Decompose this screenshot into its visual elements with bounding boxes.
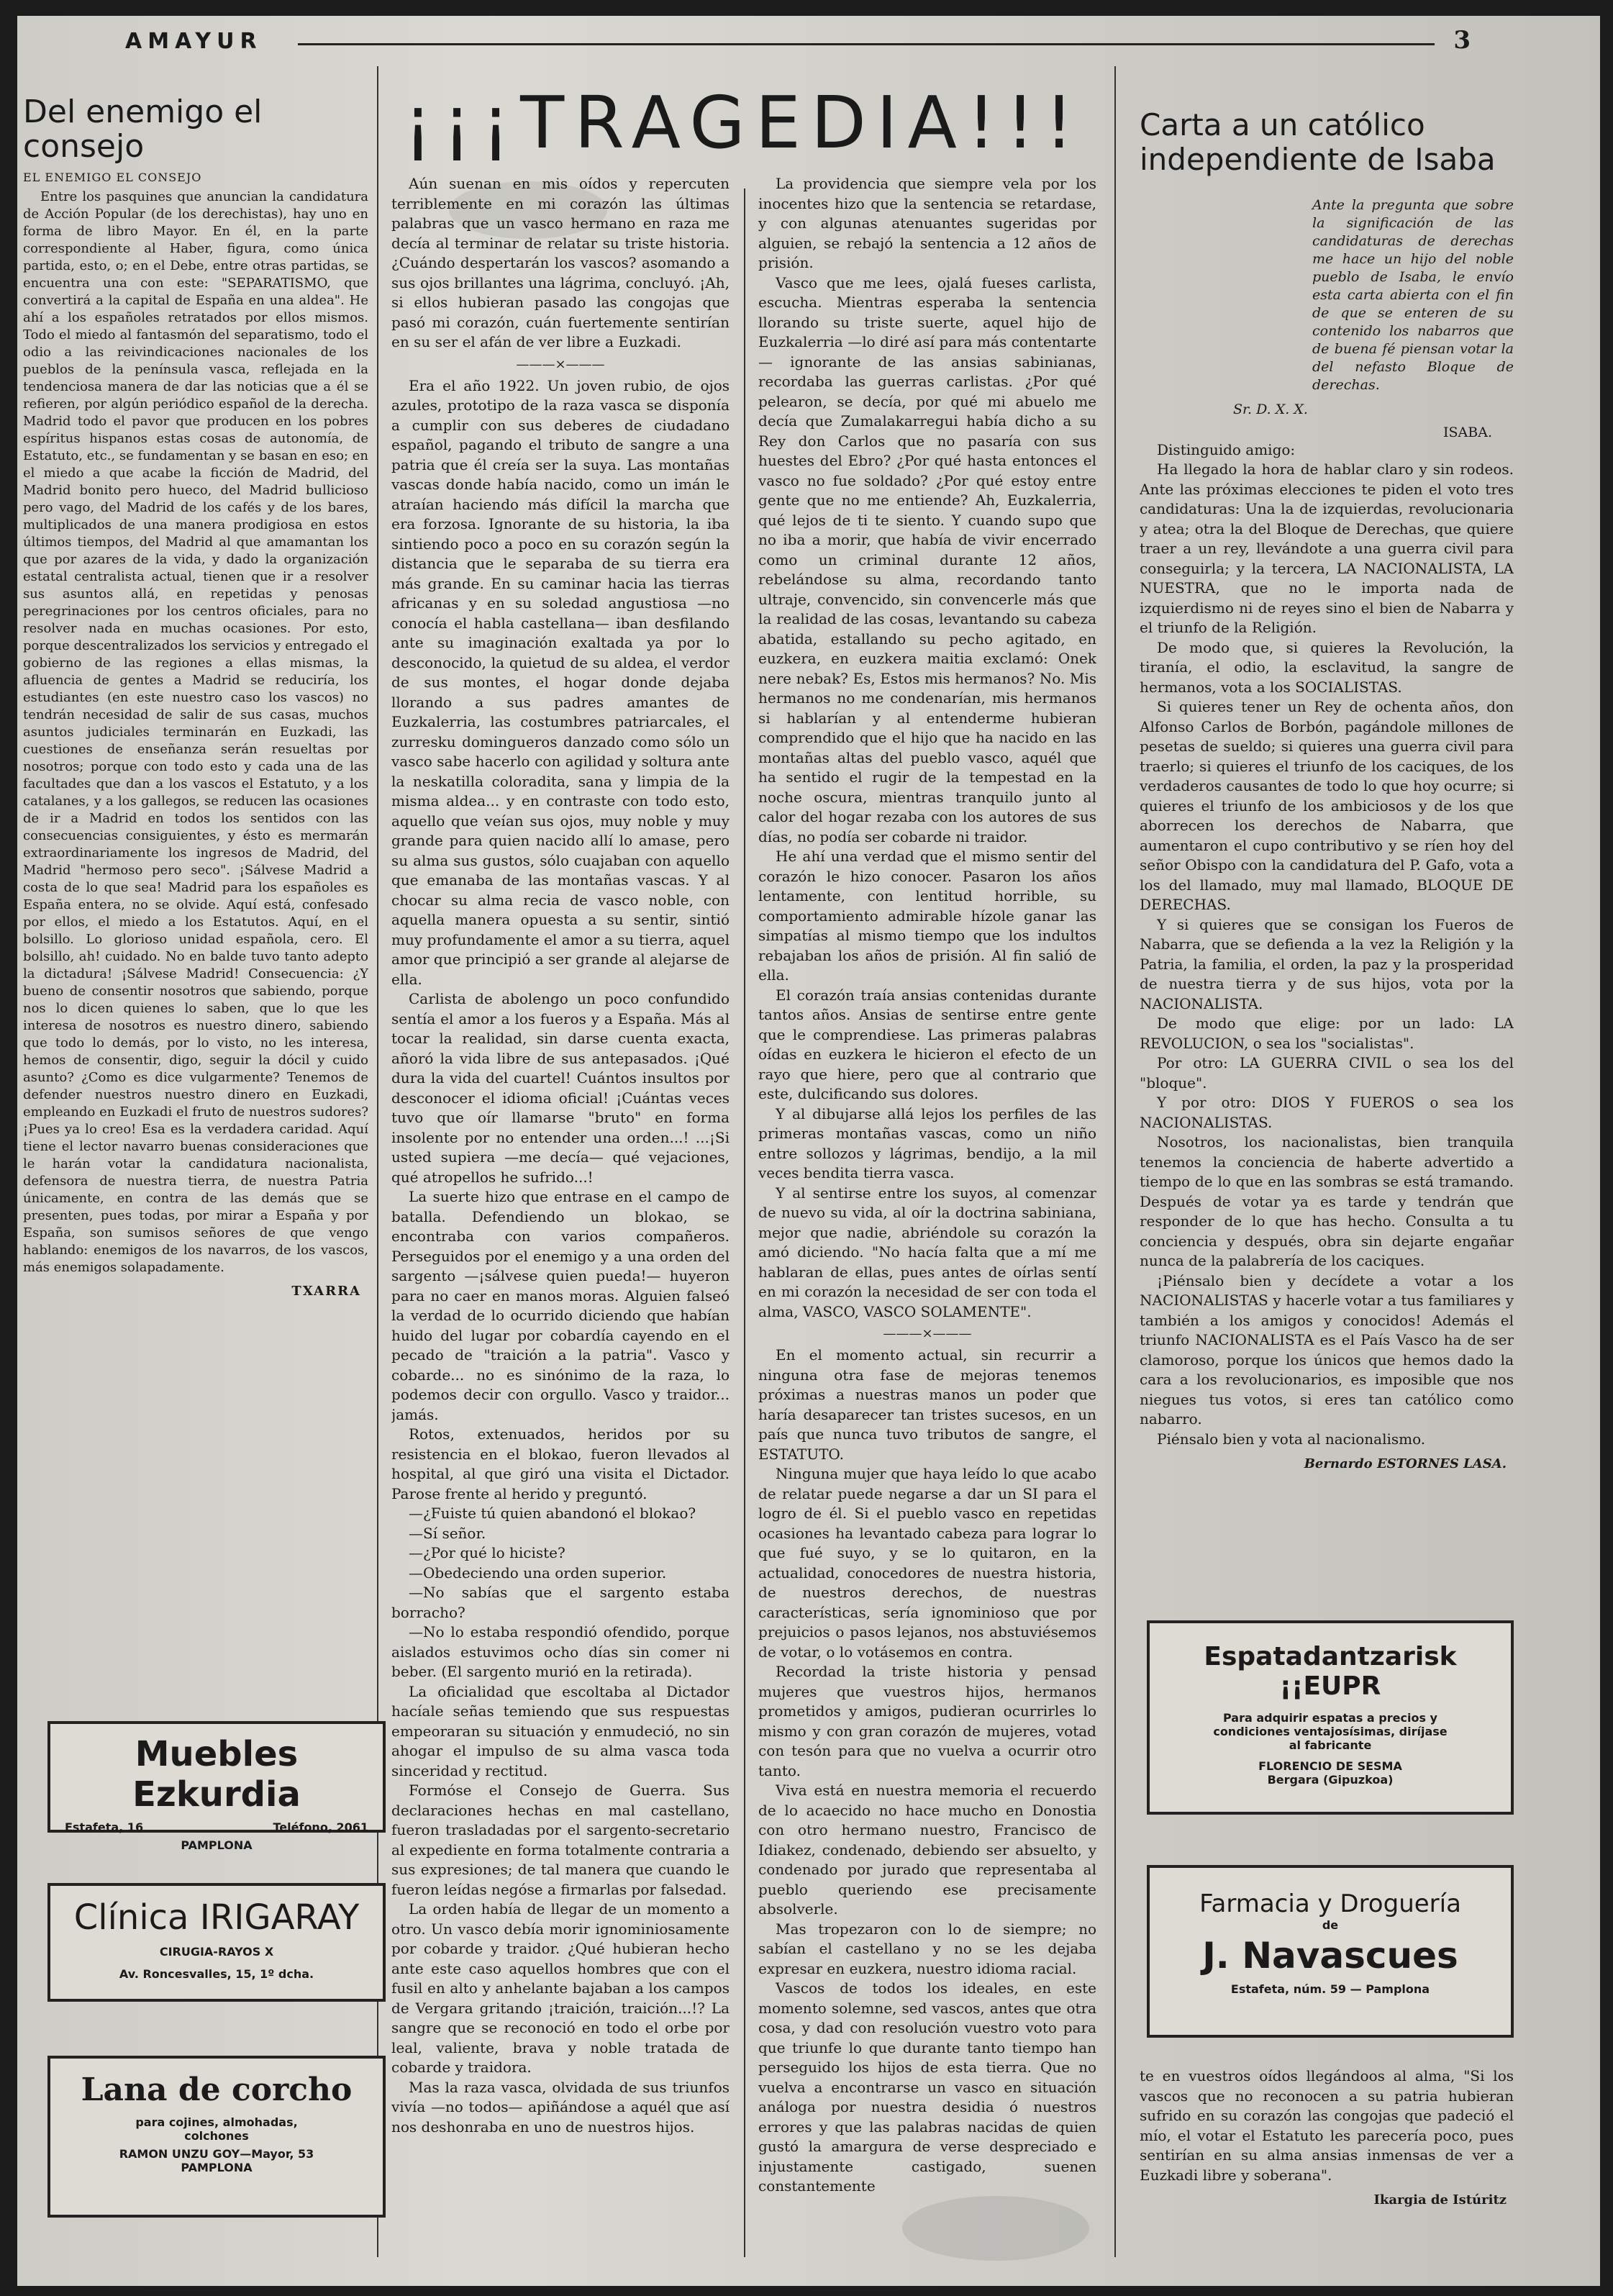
tragedia-column-b (758, 174, 1096, 2239)
paragraph: —Sí señor. (409, 1524, 486, 1542)
paragraph: Rotos, extenuados, heridos por su resistencia en el blokao, fueron llevados al hospital, al que giró una visita el Dictador. Parose frente al herido y preguntó. (391, 1425, 730, 1502)
paragraph: Si quieres tener un Rey de ochenta años, don Alfonso Carlos de Borbón, pagándole millones de pesetas de sueldo; si quieres una guerra civil para traerlo; si quieres el triunfo de los caciques, de los verdaderos causantes de todo lo que hoy ocurre; si quieres el triunfo de los ambiciosos y de los que aborrecen los derechos de Nabarra, que aumentaron el cupo contributivo y se ríen hoy del señor Obispo con la candidatura del P. Gafo, vota a los del llamado, muy mal llamado, BLOQUE DE DERECHAS. (1140, 698, 1514, 914)
article-enemigo (23, 66, 368, 1577)
paragraph: Nosotros, los nacionalistas, bien tranquila tenemos la conciencia de haberte advertido a tiempo de lo que en las sombras se está tramando. Después de votar ya es tarde y tendrán que responder de lo que has hecho. Consulta a tu conciencia y después, obra sin dejarte engañar nunca de la palabrería de los caciques. (1140, 1133, 1514, 1270)
tragedia-continuation (1140, 2066, 1514, 2275)
ad-city: PAMPLONA (181, 1838, 253, 1852)
ad-farmacia-navascues (1147, 1865, 1514, 2038)
ad-title: Muebles Ezkurdia (132, 1734, 301, 1815)
ad-city: PAMPLONA (181, 2161, 253, 2174)
separator: ———×——— (516, 356, 605, 372)
ad-line: al fabricante (1289, 1738, 1372, 1752)
paragraph: El corazón traía ansias contenidas durante tantos años. Ansias de sentirse entre gente que le comprendiese. Las primeras palabras oídas en euzkera le hicieron el efecto de un rayo que hiere, pero que al contrario que este, dulcificando sus dolores. (758, 986, 1096, 1102)
paragraph: En el momento actual, sin recurrir a ninguna otra fase de mejoras tenemos próximas a nuestras manos un poder que haría desaparecer tan tristes sucesos, en un país que nunca tuvo tributos de sangre, el ESTATUTO. (758, 1346, 1096, 1463)
paragraph: De modo que elige: por un lado: LA REVOLUCION, o sea los "socialistas". (1140, 1015, 1514, 1052)
paragraph: Y al sentirse entre los suyos, al comenzar de nuevo su vida, al oír la doctrina sabiniana, mejor que nadie, abriéndole su corazón la amó diciendo. "No hacía falta que a mí me hablaran de ellas, pues antes de oírlas sentí en mi corazón la necesidad de ser con toda el alma, VASCO, VASCO SOLAMENTE". (758, 1184, 1096, 1320)
paragraph: —No lo estaba respondió ofendido, porque aislados estuvimos ocho días sin comer ni beber. (El sargento murió en la retirada). (391, 1623, 730, 1680)
page-number: 3 (1453, 26, 1471, 55)
paragraph: —¿Fuiste tú quien abandonó el blokao? (409, 1505, 696, 1522)
paragraph: De modo que, si quieres la Revolución, la tiranía, el odio, la esclavitud, la sangre de hermanos, vota a los SOCIALISTAS. (1140, 638, 1514, 696)
ad-address: Av. Roncesvalles, 15, 1º dcha. (119, 1967, 314, 1981)
newspaper-title: AMAYUR (125, 29, 263, 54)
article-signature: Bernardo ESTORNES LASA. (1304, 1456, 1507, 1472)
paragraph: La providencia que siempre vela por los inocentes hizo que la sentencia se retardase, y con algunas atenuantes sugeridas por alguien, se rebajó la sentencia a 12 años de prisión. (758, 175, 1096, 271)
ad-owner: J. Navascues (1202, 1935, 1458, 1977)
paragraph: Formóse el Consejo de Guerra. Sus declaraciones hechas en mal castellano, fueron trasladadas por el sargento-secretario al expediente en forma totalmente contraria a sus expresiones; de tal manera que cuando le fueron leídas negóse a firmarlas por falsedad. (391, 1782, 730, 1898)
paragraph: Y por otro: DIOS Y FUEROS o sea los NACIONALISTAS. (1140, 1094, 1514, 1131)
paragraph: —¿Por qué lo hiciste? (409, 1544, 565, 1561)
paragraph: Y si quieres que se consigan los Fueros de Nabarra, que se defienda a la vez la Religión y la Patria, la familia, el orden, la paz y la prosperidad de nuestra tierra y de sus hijos, vota por la NACIONALISTA. (1140, 915, 1514, 1012)
paragraph: Viva está en nuestra memoria el recuerdo de lo acaecido no hace mucho en Donostia con otro hermano nuestro, Francisco de Idiakez, condenado, debiendo ser absuelto, y condenado por jurado que representaba al pueblo queriendo ese precisamente absolverle. (758, 1782, 1096, 1918)
ad-title: Clínica IRIGARAY (73, 1897, 360, 1938)
article-signature: TXARRA (291, 1283, 361, 1299)
ad-line: Para adquirir espatas a precios y (1223, 1711, 1437, 1725)
column-rule-3 (1114, 66, 1116, 2257)
paper-stain (449, 181, 607, 239)
paragraph: te en vuestros oídos llegándoos al alma, "Si los vascos que no reconocen a su patria hubieran sufrido en su corazón las congojas que padeció el mío, el votar el Estatuto les parecería poco, pues sentirían en su alma ansias inmensas de ver a Euzkadi libre y soberana". (1140, 2067, 1514, 2184)
ad-line: para cojines, almohadas, (135, 2115, 298, 2129)
paragraph: Mas la raza vasca, olvidada de sus triunfos vivía —no todos— apiñándose a aquél que así nos deshonraba en uno de nuestros hijos. (391, 2078, 730, 2136)
ad-line: Bergara (Gipuzkoa) (1267, 1773, 1394, 1787)
masthead (17, 26, 1586, 58)
paragraph: La oficialidad que escoltaba al Dictador hacíale señas temiendo que sus respuestas empeoraran su situación y enmudeció, no sin ahogar el impulso de su alma vasca toda sinceridad y rectitud. (391, 1682, 730, 1779)
ad-espatadantzari (1147, 1620, 1514, 1815)
article-title: Carta a un católico independiente de Isaba (1140, 107, 1496, 178)
paper-stain (902, 2196, 1089, 2261)
ad-line: CIRUGIA-RAYOS X (159, 1945, 274, 1959)
article-body: Entre los pasquines que anuncian la candidatura de Acción Popular (de los derechistas), hay uno en forma de libro Mayor. En él, en la parte correspondiente al Haber, figura, como única partida, esto, o; en el Debe, entre otras partidas, se encuentra una con este: "SEPARATISMO, que convertirá a la capital de España en una aldea". He ahí a los españoles retratados por ellos mismos. Todo el miedo al fantasmón del separatismo, todo el odio a las reivindicaciones nacionales de los pueblos de la península vasca, reflejada en la tendenciosa manera de dar las noticias que a él se refieren, por algún periódico español de la derecha. Madrid todo el pavor que producen en los pobres espíritus hispanos estas cosas de autonomía, de Estatuto, etc., se fundamentan y se basan en eso; en el miedo a que acabe la ficción de Madrid, del Madrid bonito pero hueco, del Madrid bullicioso pero vago, del Madrid de los cafés y de los bares, multiplicados de una manera prodigiosa en estos últimos tiempos, del Madrid al que amamantan los que por azares de la vida, y dado la organización estatal centralista actual, tienen que ir a resolver sus asuntos allá, en repetidas y penosas peregrinaciones por los centros oficiales, para no resolver nada en muchas ocasiones. Por esto, porque descentralizados los servicios y entregado el gobierno de las regiones a ellas mismas, la afluencia de gentes a Madrid se reduciría, los estudiantes (en este nuestro caso los vascos) no tendrán necesidad de salir de sus casas, muchos asuntos judiciales terminarán en Euzkadi, las cuestiones de enseñanza serán resueltas por nosotros; porque con todo esto y cada una de las facultades que dan a los vascos el Estatuto, y a los catalanes, y a los gallegos, se reducen las ocasiones de ir a Madrid en todos los sentidos con las consecuencias consiguientes, y ésto es mermarán extraordinariamente los ingresos de Madrid, del Madrid "hermoso pero seco". ¡Sálvese Madrid a costa de lo que sea! Madrid para los españoles es España entera, no se olvide. Aquí está, confesado por ellos, el miedo a los Estatutos. Aquí, en el bolsillo. Lo glorioso unidad española, cero. El bolsillo, ah! cuidado. No en balde tuvo tanto adepto la dictadura! ¡Sálvese Madrid! Consecuencia: ¿Y bueno de consentir nosotros que sabiendo, porque nos lo dicen quienes lo saben, que lo que les interesa de nosotros es nuestro dinero, sabiendo que todo lo demás, por lo visto, no les interesa, hemos de consentir, digo, seguir la dócil y cuido asunto? ¿Como es dice vulgarmente? Tenemos de defender nuestros nuestro dinero en Euzkadi, empleando en Euzkadi el fruto de nuestros sudores? ¡Pues ya lo creo! Esa es la verdadera caridad. Aquí tiene el lector navarro buenas consideraciones que le harán votar la candidatura nacionalista, defensora de nuestra tierra, de nuestra Patria únicamente, en contra de las demás que se presenten, pues todas, por mirar a España y por España, son sumisos señores de que vengo hablando: enemigos de los navarros, de los vascos, más enemigos solapadamente. (23, 189, 368, 1275)
paragraph: Carlista de abolengo un poco confundido sentía el amor a los fueros y a España. Más al tocar la realidad, sin darse cuenta exacta, añoró la vida libre de sus antepasados. ¡Qué dura la vida del cuartel! Cuántos insultos por desconocer el idioma oficial! ¡Cuántas veces tuvo que oír llamarse "bruto" en forma insolente por no entender una orden...! ...¡Si usted supiera —me decía— qué vejaciones, qué atropellos he sufrido...! (391, 990, 730, 1186)
paragraph: Y al dibujarse allá lejos los perfiles de las primeras montañas vascas, como un niño entre sollozos y lágrimas, bendijo, a la mil veces bendita tierra vasca. (758, 1104, 1096, 1181)
paragraph: Recordad la triste historia y pensad mujeres que vuestros hijos, hermanos prometidos y amigos, pudieran ocurrirles lo mismo y con gran corazón de mujeres, votad con tesón para que no vuelva a ocurrir otro tanto. (758, 1663, 1096, 1779)
ad-muebles-ezkurdia (47, 1721, 386, 1852)
paragraph: Por otro: LA GUERRA CIVIL o sea los del "bloque". (1140, 1054, 1514, 1092)
ad-title: Lana de corcho (81, 2072, 353, 2108)
addressee: Sr. D. X. X. (1233, 401, 1308, 417)
paragraph: —Obedeciendo una orden superior. (409, 1564, 667, 1582)
paragraph: Distinguido amigo: (1157, 440, 1296, 458)
article-signature: Ikargia de Istúritz (1373, 2192, 1507, 2207)
ad-line: condiciones ventajosísimas, diríjase (1213, 1725, 1448, 1738)
ad-line: colchones (184, 2129, 249, 2143)
paragraph: Ninguna mujer que haya leído lo que acabo de relatar puede negarse a dar un SI para el logro de él. Si el pueblo vasco en repetidas ocasiones ha levantado cabeza para lograr lo que fué suyo, y se lo quitaron, en la actualidad, conocedores de nuestra historia, de nuestros derechos, de nuestras características, sería ignominioso que por prejuicios o pasos lejanos, nos abstuviésemos de votar, o lo votásemos en contra. (758, 1465, 1096, 1661)
masthead-rule (298, 43, 1435, 45)
paragraph: Vasco que me lees, ojalá fueses carlista, escucha. Mientras esperaba la sentencia llorando su triste suerte, aquel hijo de Euzkalerria —lo diré así para más contentarte— ignorante de las ansias sabinianas, recordaba las guerras carlistas. ¿Por qué pelearon, se decía, por qué mi abuelo me decía que Zumalakarregui había dicho a su Rey don Carlos que no pasaría con sus huestes del Ebro? ¿Por qué hasta entonces el vasco no fue soldado? ¿Por qué estoy entre gente que no me entiende? Ah, Euzkalerria, qué lejos de ti te siento. Y cuando supo que no iba a morir, que había de vivir encerrado como un criminal durante 12 años, rebelándose su alma, recordando tanto ultraje, convencido, sin convencerle más que la realidad de las cosas, levantando su cabeza abatida, estallando su pecho agitado, en euzkera, en euzkera maitia exclamó: Onek nere nebak? Es, Estos mis hermanos? No. Mis hermanos no me condenarían, mis hermanos si hablarían y al entenderme hubieran comprendido que el hijo que ha nacido en las montañas altas del pueblo vasco, aquél que ha sentido el rugir de la tempestad en la noche oscura, mientras tranquilo junto al calor del hogar rezaba con los autores de sus días, no podía ser cobarde ni traidor. (758, 273, 1096, 845)
paragraph: Vascos de todos los ideales, en este momento solemne, sed vascos, antes que otra cosa, y dad con resolución vuestro voto para que triunfe lo que durante tanto tiempo han perseguido los hijos de esta tierra. Que no vuelva a encontrarse un vasco en situación análoga por nuestra desidia ó nuestros errores y que las palabras nacidas de quien gustó la amargura de verse despreciado e injustamente castigado, suenen constantemente (758, 1979, 1096, 2195)
ad-line: RAMON UNZU GOY—Mayor, 53 (119, 2147, 314, 2161)
article-intro: Ante la pregunta que sobre la significación de las candidaturas de derechas me hace un hijo del noble pueblo de Isaba, le envío esta carta abierta con el fin de que se enteren de su contenido los nabarros que de buena fé piensan votar la del nefasto Bloque de derechas. (1312, 196, 1514, 393)
paragraph: He ahí una verdad que el mismo sentir del corazón le hizo conocer. Pasaron los años lentamente, con lentitud horrible, su comportamiento admirable hízole ganar las simpatías al mismo tiempo que los indultos rebajaban los años de prisión. Al fin salió de ella. (758, 848, 1096, 984)
paragraph: Ha llegado la hora de hablar claro y sin rodeos. Ante las próximas elecciones te piden el voto tres candidaturas: Una la de izquierdas, revolucionaria y atea; otra la del Bloque de Derechas, que quiere traer a un rey, llevándote a una guerra civil para conseguirla; y la tercera, LA NACIONALISTA, LA NUESTRA, que no le importa nada de izquierdismo ni de reyes sino el bien de Nabarra y el triunfo de la Religión. (1140, 460, 1514, 637)
paragraph: Aún suenan en mis oídos y repercuten terriblemente en mi corazón las últimas palabras que un vasco hermano en raza me decía al terminar de relatar su triste historia. ¿Cuándo despertarán los vascos? asomando a sus ojos brillantes una lágrima, concluyó. ¡Ah, si ellos hubieran pasado las congojas que pasó mi corazón, cuán fuertemente sentirían en su ser el afán de ver libre a Euzkadi. (391, 175, 730, 350)
paragraph: ¡Piénsalo bien y decídete a votar a los NACIONALISTAS y hacerle votar a tus familiares y también a los amigos y conocidos! Además el triunfo NACIONALISTA es el País Vasco ha de ser clamoroso, porque los únicos que hemos dado la cara a los revolucionarios, es imposible que nos niegues tus votos, si eres tan católico como nabarro. (1140, 1271, 1514, 1428)
newspaper-page (17, 16, 1600, 2286)
ad-title: Espatadantzarisk ¡¡EUPR (1204, 1642, 1457, 1701)
column-rule-2 (744, 189, 745, 2257)
paragraph: —No sabías que el sargento estaba borracho? (391, 1584, 730, 1621)
article-kicker: EL ENEMIGO EL CONSEJO (23, 170, 202, 184)
paragraph: La orden había de llegar de un momento a otro. Un vasco debía morir ignominiosamente por cobarde y traidor. ¿Qué hubieran hecho ante este caso aquellos hombres que con el fusil en alto y anhelante bajaban a los campos de Vergara gritando ¡traición, traición...!? La sangre que se reconoció en todo el orbe por leal, valiente, brava y noble tratada de cobarde y traidora. (391, 1900, 730, 2076)
ad-lana-de-corcho (47, 2056, 386, 2218)
article-title: ¡¡¡TRAGEDIA!!! (403, 81, 1084, 165)
ad-clinica-irigaray (47, 1883, 386, 2002)
ad-title: Farmacia y Droguería (1199, 1889, 1461, 1918)
article-carta (1140, 66, 1514, 1599)
tragedia-header (386, 66, 1101, 174)
paragraph: La suerte hizo que entrase en el campo de batalla. Defendiendo un blokao, se encontraba con varios compañeros. Perseguidos por el enemigo y a una orden del sargento —¡sálvese quien pueda!— huyeron para no caer en manos moras. Alguien falseó la verdad de lo ocurrido diciendo que habían huido del lugar por cobardía cayendo en el pecado de "traición a la patria". Vasco y cobarde... no es sinónimo de la raza, lo podemos decir con orgullo. Vasco y traidor... jamás. (391, 1188, 730, 1423)
ad-address: Estafeta, núm. 59 — Pamplona (1230, 1982, 1430, 1996)
ad-phone: Teléfono, 2061 (273, 1820, 368, 1834)
article-title: Del enemigo el consejo (23, 94, 263, 165)
ad-line: FLORENCIO DE SESMA (1258, 1759, 1402, 1773)
paragraph: Era el año 1922. Un joven rubio, de ojos azules, prototipo de la raza vasca se disponía a cumplir con sus deberes de ciudadano español, pagando el tributo de sangre a una patria que él creía ser la suya. Las montañas vascas donde había nacido, como un imán le atraían haciendo más difícil la marcha que era forzosa. Ignorante de su historia, la iba sintiendo poco a poco en su corazón según la distancia que le separaba de su tierra era más grande. En su caminar hacia las tierras africanas y en su soledad angustiosa —no conocía el habla castellana— iban desfilando ante su imaginación exaltada ya por lo desconocido, la quietud de su aldea, el verdor de sus montes, el hogar donde dejaba llorando a sus padres amantes de Euzkalerria, las costumbres patriarcales, el zurresku domingueros danzado como sólo un vasco sabe hacerlo con agilidad y soltura ante la neskatilla coloradita, sana y limpia de la misma aldea... y en contraste con todo esto, aquello que veían sus ojos, muy noble y muy grande para quien nacido allí lo amase, pero su alma sus gustos, sólo cuajaban con aquello que emanaba de las montañas vascas. Y al chocar su alma recia de vasco noble, con aquella manera opuesta a su sentir, sintió muy profundamente el amor a su tierra, aquel amor que principió a ser grande al alejarse de ella. (391, 376, 730, 988)
separator: ———×——— (883, 1326, 972, 1341)
paragraph: Piénsalo bien y vota al nacionalismo. (1157, 1430, 1426, 1448)
paragraph: Mas tropezaron con lo de siempre; no sabían el castellano y no se les dejaba expresar en euzkera, nuestro idioma racial. (758, 1920, 1096, 1977)
addressee-place: ISABA. (1443, 424, 1492, 440)
ad-line: de (1322, 1918, 1339, 1932)
ad-address: Estafeta, 16 (65, 1820, 144, 1834)
tragedia-column-a (391, 174, 730, 2239)
